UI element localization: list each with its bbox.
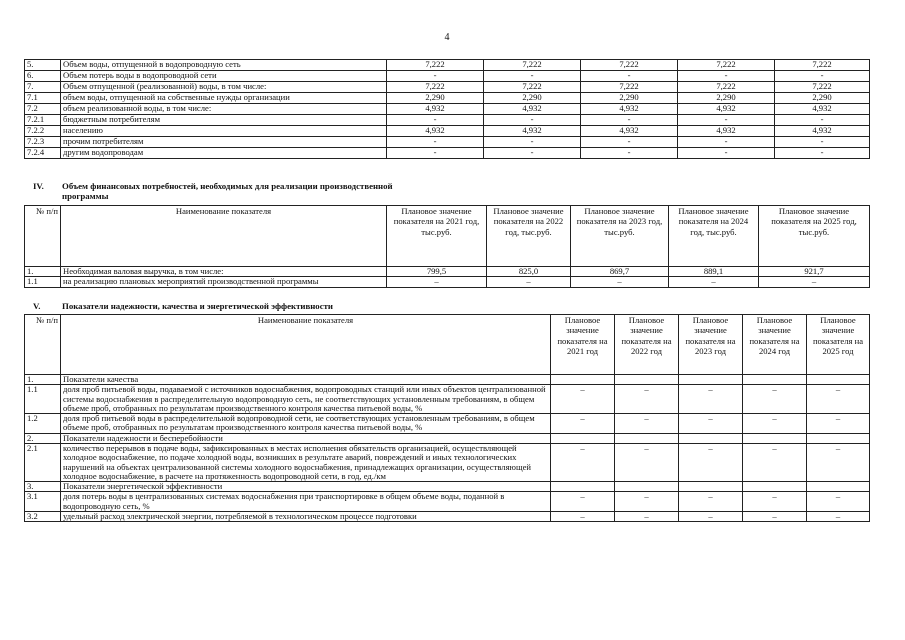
- row-number: 7.2.2: [25, 126, 61, 137]
- row-value: –: [679, 443, 743, 481]
- row-number: 3.1: [25, 492, 61, 512]
- row-value: –: [615, 443, 679, 481]
- row-value: –: [807, 511, 870, 521]
- row-value: 2,290: [581, 93, 678, 104]
- row-label: количество перерывов в подаче воды, зафиксированных в местах исполнения обязательств организацией, осуществляющей холодное водоснабжение, по подаче холодной воды, возникших в результате аварий, повреждений и иных технологических нарушений на объектах централизованной системы холодного водоснабжения, принадлежащих организации, осуществляющей холодное водоснабжение, в расчете на протяженность водопроводной сети, в год, ед./км: [61, 443, 551, 481]
- row-value: 4,932: [581, 104, 678, 115]
- row-value: –: [679, 492, 743, 512]
- row-value: 4,932: [484, 104, 581, 115]
- t1-row: [25, 82, 870, 93]
- financial-needs-table: [24, 205, 870, 288]
- row-value: -: [484, 148, 581, 159]
- row-value: 7,222: [581, 60, 678, 71]
- row-value: –: [551, 492, 615, 512]
- row-value: –: [551, 511, 615, 521]
- t2-row: [25, 267, 870, 277]
- row-label: объем воды, отпущенной на собственные нужды организации: [61, 93, 387, 104]
- t2-head-year: Плановое значение показателя на 2024 год, тыс.руб.: [669, 206, 759, 267]
- row-label: доля потерь воды в централизованных системах водоснабжения при транспортировке в общем объеме воды, поданной в водопроводную сеть, %: [61, 492, 551, 512]
- section-4-title-line2: программы: [62, 190, 109, 201]
- row-value: –: [615, 511, 679, 521]
- t3-row: [25, 492, 870, 512]
- row-value: -: [387, 137, 484, 148]
- row-value: 7,222: [775, 82, 870, 93]
- row-value: -: [678, 71, 775, 82]
- row-number: 3.2: [25, 511, 61, 521]
- t3-head-num: № п/п: [25, 315, 61, 375]
- row-number: 2.1: [25, 443, 61, 481]
- t3-row: [25, 375, 870, 385]
- row-label: доля проб питьевой воды в распределительной водопроводной сети, не соответствующих установленным требованиям, в общем объеме проб, отобранных по результатам производственного контроля качества питьевой воды, %: [61, 414, 551, 434]
- section-5-heading: [33, 302, 853, 313]
- row-number: 7.: [25, 82, 61, 93]
- t2-head-year: Плановое значение показателя на 2023 год, тыс.руб.: [571, 206, 669, 267]
- row-value: 4,932: [678, 104, 775, 115]
- row-value: -: [678, 115, 775, 126]
- t2-head-year: Плановое значение показателя на 2021 год, тыс.руб.: [387, 206, 487, 267]
- row-value: 825,0: [487, 267, 571, 277]
- reliability-indicators-table: [24, 314, 870, 522]
- row-value: 889,1: [669, 267, 759, 277]
- row-value: –: [807, 414, 870, 434]
- row-value: -: [387, 148, 484, 159]
- row-value: -: [775, 137, 870, 148]
- row-value: 4,932: [387, 104, 484, 115]
- row-value: –: [807, 385, 870, 414]
- row-label: Показатели качества: [61, 375, 551, 385]
- row-value: –: [615, 492, 679, 512]
- row-label: удельный расход электрической энергии, потребляемой в технологическом процессе подготовки: [61, 511, 551, 521]
- water-volume-table: [24, 59, 870, 159]
- row-number: 3.: [25, 482, 61, 492]
- row-value: 2,290: [484, 93, 581, 104]
- row-number: 7.2.3: [25, 137, 61, 148]
- row-value: 799,5: [387, 267, 487, 277]
- row-value: –: [551, 443, 615, 481]
- row-value: –: [679, 385, 743, 414]
- row-value: 4,932: [775, 126, 870, 137]
- row-value: [743, 375, 807, 385]
- row-value: [551, 433, 615, 443]
- row-value: -: [581, 115, 678, 126]
- row-value: –: [615, 385, 679, 414]
- t3-head-year: Плановое значение показателя на 2025 год: [807, 315, 870, 375]
- t1-row: [25, 115, 870, 126]
- t3-row: [25, 443, 870, 481]
- row-value: [551, 482, 615, 492]
- row-value: [615, 433, 679, 443]
- row-value: 7,222: [387, 60, 484, 71]
- t3-head-year: Плановое значение показателя на 2022 год: [615, 315, 679, 375]
- row-value: 4,932: [581, 126, 678, 137]
- row-value: -: [678, 148, 775, 159]
- row-value: –: [551, 385, 615, 414]
- row-value: [551, 375, 615, 385]
- row-value: –: [679, 414, 743, 434]
- row-label: другим водопроводам: [61, 148, 387, 159]
- t3-row: [25, 482, 870, 492]
- t3-head-name: Наименование показателя: [61, 315, 551, 375]
- row-number: 2.: [25, 433, 61, 443]
- row-value: [807, 375, 870, 385]
- row-value: -: [775, 148, 870, 159]
- row-value: –: [743, 492, 807, 512]
- t2-head-year: Плановое значение показателя на 2022 год, тыс.руб.: [487, 206, 571, 267]
- section-4-number: IV.: [33, 181, 44, 191]
- row-value: 7,222: [775, 60, 870, 71]
- row-value: 7,222: [484, 60, 581, 71]
- row-value: –: [551, 414, 615, 434]
- row-number: 7.2.4: [25, 148, 61, 159]
- t1-row: [25, 126, 870, 137]
- row-number: 7.2.1: [25, 115, 61, 126]
- row-value: –: [679, 511, 743, 521]
- t3-head-year: Плановое значение показателя на 2024 год: [743, 315, 807, 375]
- row-value: 4,932: [484, 126, 581, 137]
- row-value: -: [387, 115, 484, 126]
- t3-row: [25, 511, 870, 521]
- t3-row: [25, 433, 870, 443]
- row-value: –: [487, 277, 571, 287]
- row-label: Объем воды, отпущенной в водопроводную сеть: [61, 60, 387, 71]
- row-number: 5.: [25, 60, 61, 71]
- row-value: -: [387, 71, 484, 82]
- row-number: 7.1: [25, 93, 61, 104]
- row-value: –: [807, 492, 870, 512]
- t2-head-name: Наименование показателя: [61, 206, 387, 267]
- section-5-title: Показатели надежности, качества и энергетической эффективности: [62, 301, 333, 311]
- row-value: 921,7: [759, 267, 870, 277]
- row-value: 2,290: [678, 93, 775, 104]
- row-value: –: [743, 443, 807, 481]
- row-value: [615, 482, 679, 492]
- row-value: [807, 482, 870, 492]
- row-value: -: [581, 148, 678, 159]
- row-label: Объем потерь воды в водопроводной сети: [61, 71, 387, 82]
- t3-head-year: Плановое значение показателя на 2021 год: [551, 315, 615, 375]
- row-label: Объем отпущенной (реализованной) воды, в том числе:: [61, 82, 387, 93]
- row-value: [679, 482, 743, 492]
- t3-head-year: Плановое значение показателя на 2023 год: [679, 315, 743, 375]
- row-value: –: [615, 414, 679, 434]
- row-number: 6.: [25, 71, 61, 82]
- t1-row: [25, 71, 870, 82]
- row-number: 7.2: [25, 104, 61, 115]
- row-value: -: [484, 71, 581, 82]
- t1-row: [25, 137, 870, 148]
- row-value: 2,290: [775, 93, 870, 104]
- row-value: –: [571, 277, 669, 287]
- t1-row: [25, 104, 870, 115]
- row-value: -: [678, 137, 775, 148]
- t3-row: [25, 414, 870, 434]
- row-label: доля проб питьевой воды, подаваемой с источников водоснабжения, водопроводных станций или иных объектов централизованной системы водоснабжения в распределительную водопроводную сеть, не соответствующих установленным требованиям, в общем объеме проб, отобранных по результатам производственного контроля качества питьевой воды, %: [61, 385, 551, 414]
- row-value: 7,222: [387, 82, 484, 93]
- row-value: –: [743, 511, 807, 521]
- row-value: 869,7: [571, 267, 669, 277]
- row-value: 7,222: [678, 82, 775, 93]
- row-label: Необходимая валовая выручка, в том числе:: [61, 267, 387, 277]
- row-value: -: [484, 115, 581, 126]
- row-label: на реализацию плановых мероприятий производственной программы: [61, 277, 387, 287]
- t3-row: [25, 385, 870, 414]
- row-value: –: [743, 385, 807, 414]
- row-value: -: [581, 137, 678, 148]
- row-value: 2,290: [387, 93, 484, 104]
- row-value: 7,222: [581, 82, 678, 93]
- row-label: прочим потребителям: [61, 137, 387, 148]
- row-value: [679, 375, 743, 385]
- t2-head-num: № п/п: [25, 206, 61, 267]
- t1-row: [25, 93, 870, 104]
- row-value: 4,932: [387, 126, 484, 137]
- row-label: Показатели надежности и бесперебойности: [61, 433, 551, 443]
- row-value: -: [484, 137, 581, 148]
- row-value: 7,222: [484, 82, 581, 93]
- row-number: 1.1: [25, 277, 61, 287]
- row-value: –: [669, 277, 759, 287]
- row-label: населению: [61, 126, 387, 137]
- row-value: -: [775, 115, 870, 126]
- row-number: 1.: [25, 267, 61, 277]
- section-4-title-line1: Объем финансовых потребностей, необходимых для реализации производственной: [62, 181, 393, 191]
- section-5-number: V.: [33, 301, 41, 311]
- page-number: 4: [444, 32, 450, 43]
- row-value: 4,932: [775, 104, 870, 115]
- row-label: бюджетным потребителям: [61, 115, 387, 126]
- t1-row: [25, 148, 870, 159]
- row-value: –: [759, 277, 870, 287]
- section-4-title: [62, 182, 393, 201]
- row-value: –: [743, 414, 807, 434]
- row-number: 1.: [25, 375, 61, 385]
- row-value: [615, 375, 679, 385]
- t2-head-year: Плановое значение показателя на 2025 год, тыс.руб.: [759, 206, 870, 267]
- row-number: 1.2: [25, 414, 61, 434]
- row-value: –: [807, 443, 870, 481]
- row-value: [743, 433, 807, 443]
- row-value: [679, 433, 743, 443]
- row-value: [807, 433, 870, 443]
- row-value: -: [775, 71, 870, 82]
- row-number: 1.1: [25, 385, 61, 414]
- t1-row: [25, 60, 870, 71]
- row-value: [743, 482, 807, 492]
- row-value: –: [387, 277, 487, 287]
- t2-row: [25, 277, 870, 287]
- row-label: Показатели энергетической эффективности: [61, 482, 551, 492]
- row-value: -: [581, 71, 678, 82]
- row-value: 7,222: [678, 60, 775, 71]
- section-4-heading: [33, 182, 853, 202]
- row-label: объем реализованной воды, в том числе:: [61, 104, 387, 115]
- row-value: 4,932: [678, 126, 775, 137]
